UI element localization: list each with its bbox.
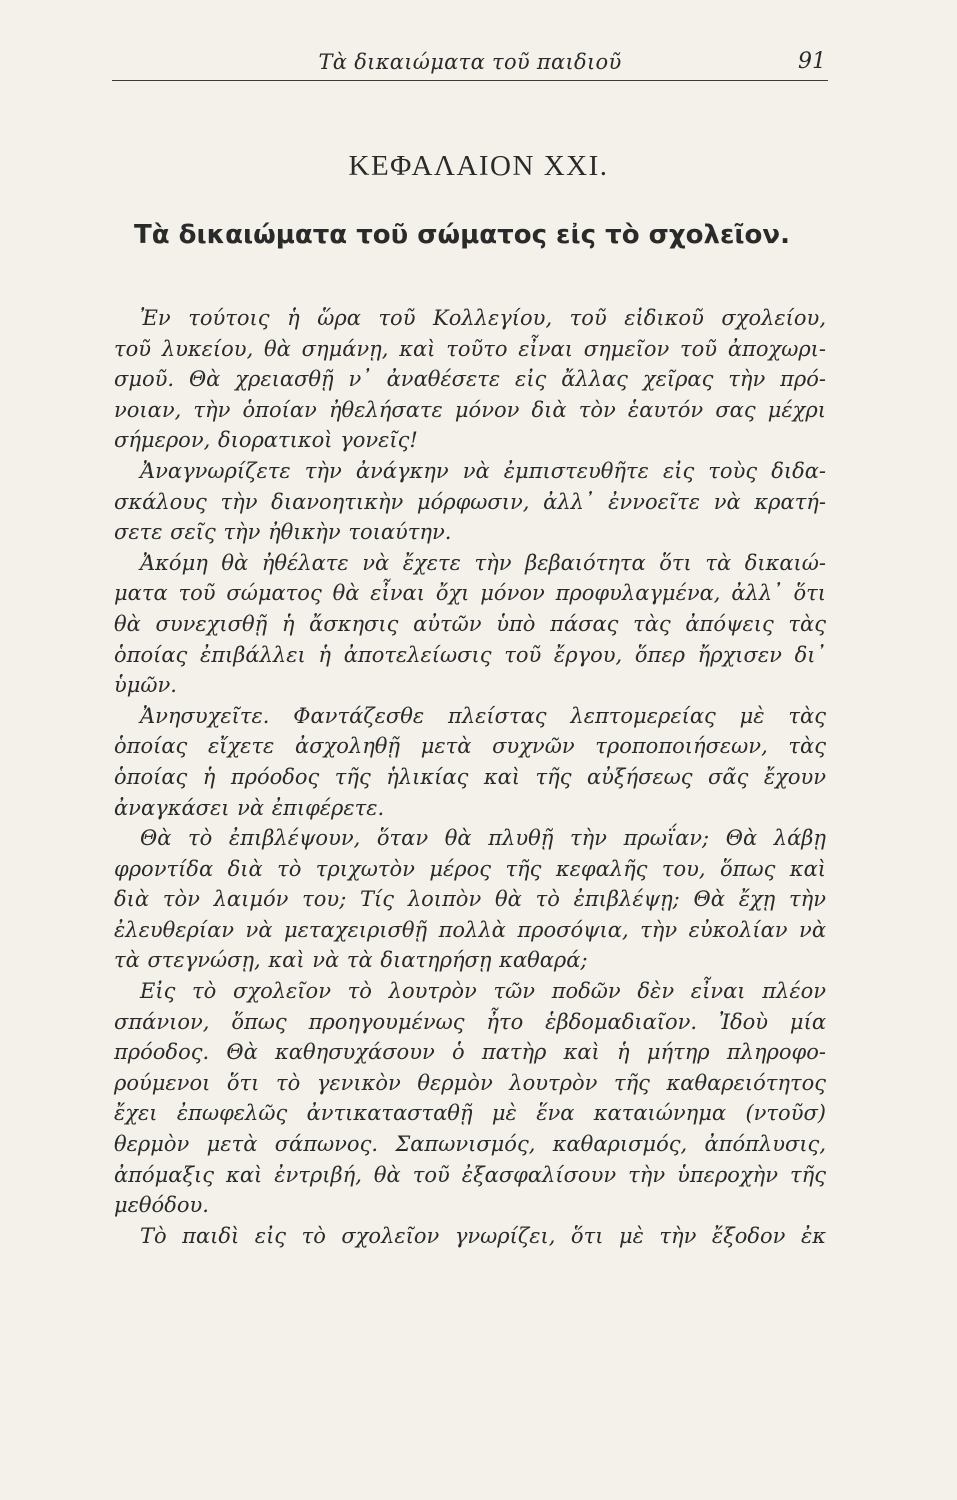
text-line: ρούμενοι ὅτι τὸ γενικὸν θερμὸν λουτρὸν τῆς καθαρειότητος xyxy=(114,1070,826,1095)
text-line: μεθόδου. xyxy=(114,1193,209,1218)
text-line: θερμὸν μετὰ σάπωνος. Σαπωνισμός, καθαρισμός, ἀπόπλυσις, xyxy=(114,1132,826,1157)
chapter-heading: ΚΕΦΑΛΑΙΟΝ XXI. xyxy=(348,150,609,182)
text-line: ἐλευθερίαν νὰ μεταχειρισθῇ πολλὰ προσόψια, τὴν εὐκολίαν νὰ xyxy=(114,917,826,942)
text-line: Εἰς τὸ σχολεῖον τὸ λουτρὸν τῶν ποδῶν δὲν εἶναι πλέον xyxy=(140,979,826,1004)
text-line: θὰ συνεχισθῇ ἡ ἄσκησις αὐτῶν ὑπὸ πάσας τὰς ἀπόψεις τὰς xyxy=(114,611,826,636)
text-line: ματα τοῦ σώματος θὰ εἶναι ὄχι μόνον προφυλαγμένα, ἀλλ᾽ ὅτι xyxy=(114,581,826,606)
text-line: πρόοδος. Θὰ καθησυχάσουν ὁ πατὴρ καὶ ἡ μήτηρ πληροφο- xyxy=(114,1040,826,1065)
text-line: σκάλους τὴν διανοητικὴν μόρφωσιν, ἀλλ᾽ ἐννοεῖτε νὰ κρατή- xyxy=(114,489,826,514)
text-line: σήμερον, διορατικοὶ γονεῖς! xyxy=(114,428,418,453)
text-line: σμοῦ. Θὰ χρειασθῇ ν᾽ ἀναθέσετε εἰς ἄλλας χεῖρας τὴν πρό- xyxy=(114,367,826,392)
text-line: ὁποίας ἐπιβάλλει ἡ ἀποτελείωσις τοῦ ἔργου, ὅπερ ἤρχισεν δι᾽ xyxy=(114,642,826,667)
text-line: ὁποίας εἴχετε ἀσχοληθῇ μετὰ συχνῶν τροποποιήσεων, τὰς xyxy=(114,734,826,759)
running-head xyxy=(112,46,828,81)
text-line: σπάνιον, ὅπως προηγουμένως ἦτο ἑβδομαδιαῖον. Ἰδοὺ μία xyxy=(114,1009,826,1034)
text-line: ὁποίας ἡ πρόοδος τῆς ἡλικίας καὶ τῆς αὐξήσεως σᾶς ἔχουν xyxy=(114,764,826,789)
text-line: Ἀνησυχεῖτε. Φαντάζεσθε πλείστας λεπτομερείας μὲ τὰς xyxy=(140,703,826,728)
text-line: Ἀναγνωρίζετε τὴν ἀνάγκην νὰ ἐμπιστευθῆτε εἰς τοὺς διδα- xyxy=(140,458,826,483)
text-line: Θὰ τὸ ἐπιβλέψουν, ὅταν θὰ πλυθῇ τὴν πρωΐαν; Θὰ λάβῃ xyxy=(140,826,826,851)
text-line: ἀναγκάσει νὰ ἐπιφέρετε. xyxy=(114,795,385,820)
text-line: διὰ τὸν λαιμόν του; Τίς λοιπὸν θὰ τὸ ἐπιβλέψῃ; Θὰ ἔχῃ τὴν xyxy=(114,887,826,912)
text-line: νοιαν, τὴν ὁποίαν ἠθελήσατε μόνον διὰ τὸν ἑαυτόν σας μέχρι xyxy=(114,397,826,422)
text-line: Ἐν τούτοις ἡ ὥρα τοῦ Κολλεγίου, τοῦ εἰδικοῦ σχολείου, xyxy=(140,306,826,330)
text-line: ὑμῶν. xyxy=(114,673,177,698)
text-line: ἔχει ἐπωφελῶς ἀντικατασταθῇ μὲ ἕνα καταιώνημα (ντοῦσ) xyxy=(114,1101,826,1126)
text-line: σετε σεῖς τὴν ἠθικὴν τοιαύτην. xyxy=(114,520,452,545)
page-number: 91 xyxy=(798,49,826,74)
text-line: φροντίδα διὰ τὸ τριχωτὸν μέρος τῆς κεφαλῆς του, ὅπως καὶ xyxy=(114,856,826,881)
text-line: Ἀκόμη θὰ ἠθέλατε νὰ ἔχετε τὴν βεβαιότητα ὅτι τὰ δικαιώ- xyxy=(140,550,826,575)
body-text xyxy=(114,303,826,1251)
text-line: τοῦ λυκείου, θὰ σημάνῃ, καὶ τοῦτο εἶναι σημεῖον τοῦ ἀποχωρι- xyxy=(114,336,826,361)
text-line: τὰ στεγνώσῃ, καὶ νὰ τὰ διατηρήσῃ καθαρά; xyxy=(114,948,588,973)
section-title: Τὰ δικαιώματα τοῦ σώματος εἰς τὸ σχολεῖον. xyxy=(134,220,790,250)
text-line: Τὸ παιδὶ εἰς τὸ σχολεῖον γνωρίζει, ὅτι μὲ τὴν ἔξοδον ἐκ xyxy=(140,1223,826,1248)
text-line: ἀπόμαξις καὶ ἐντριβή, θὰ τοῦ ἐξασφαλίσουν τὴν ὑπεροχὴν τῆς xyxy=(114,1162,826,1187)
running-title: Τὰ δικαιώματα τοῦ παιδιοῦ xyxy=(318,50,622,74)
